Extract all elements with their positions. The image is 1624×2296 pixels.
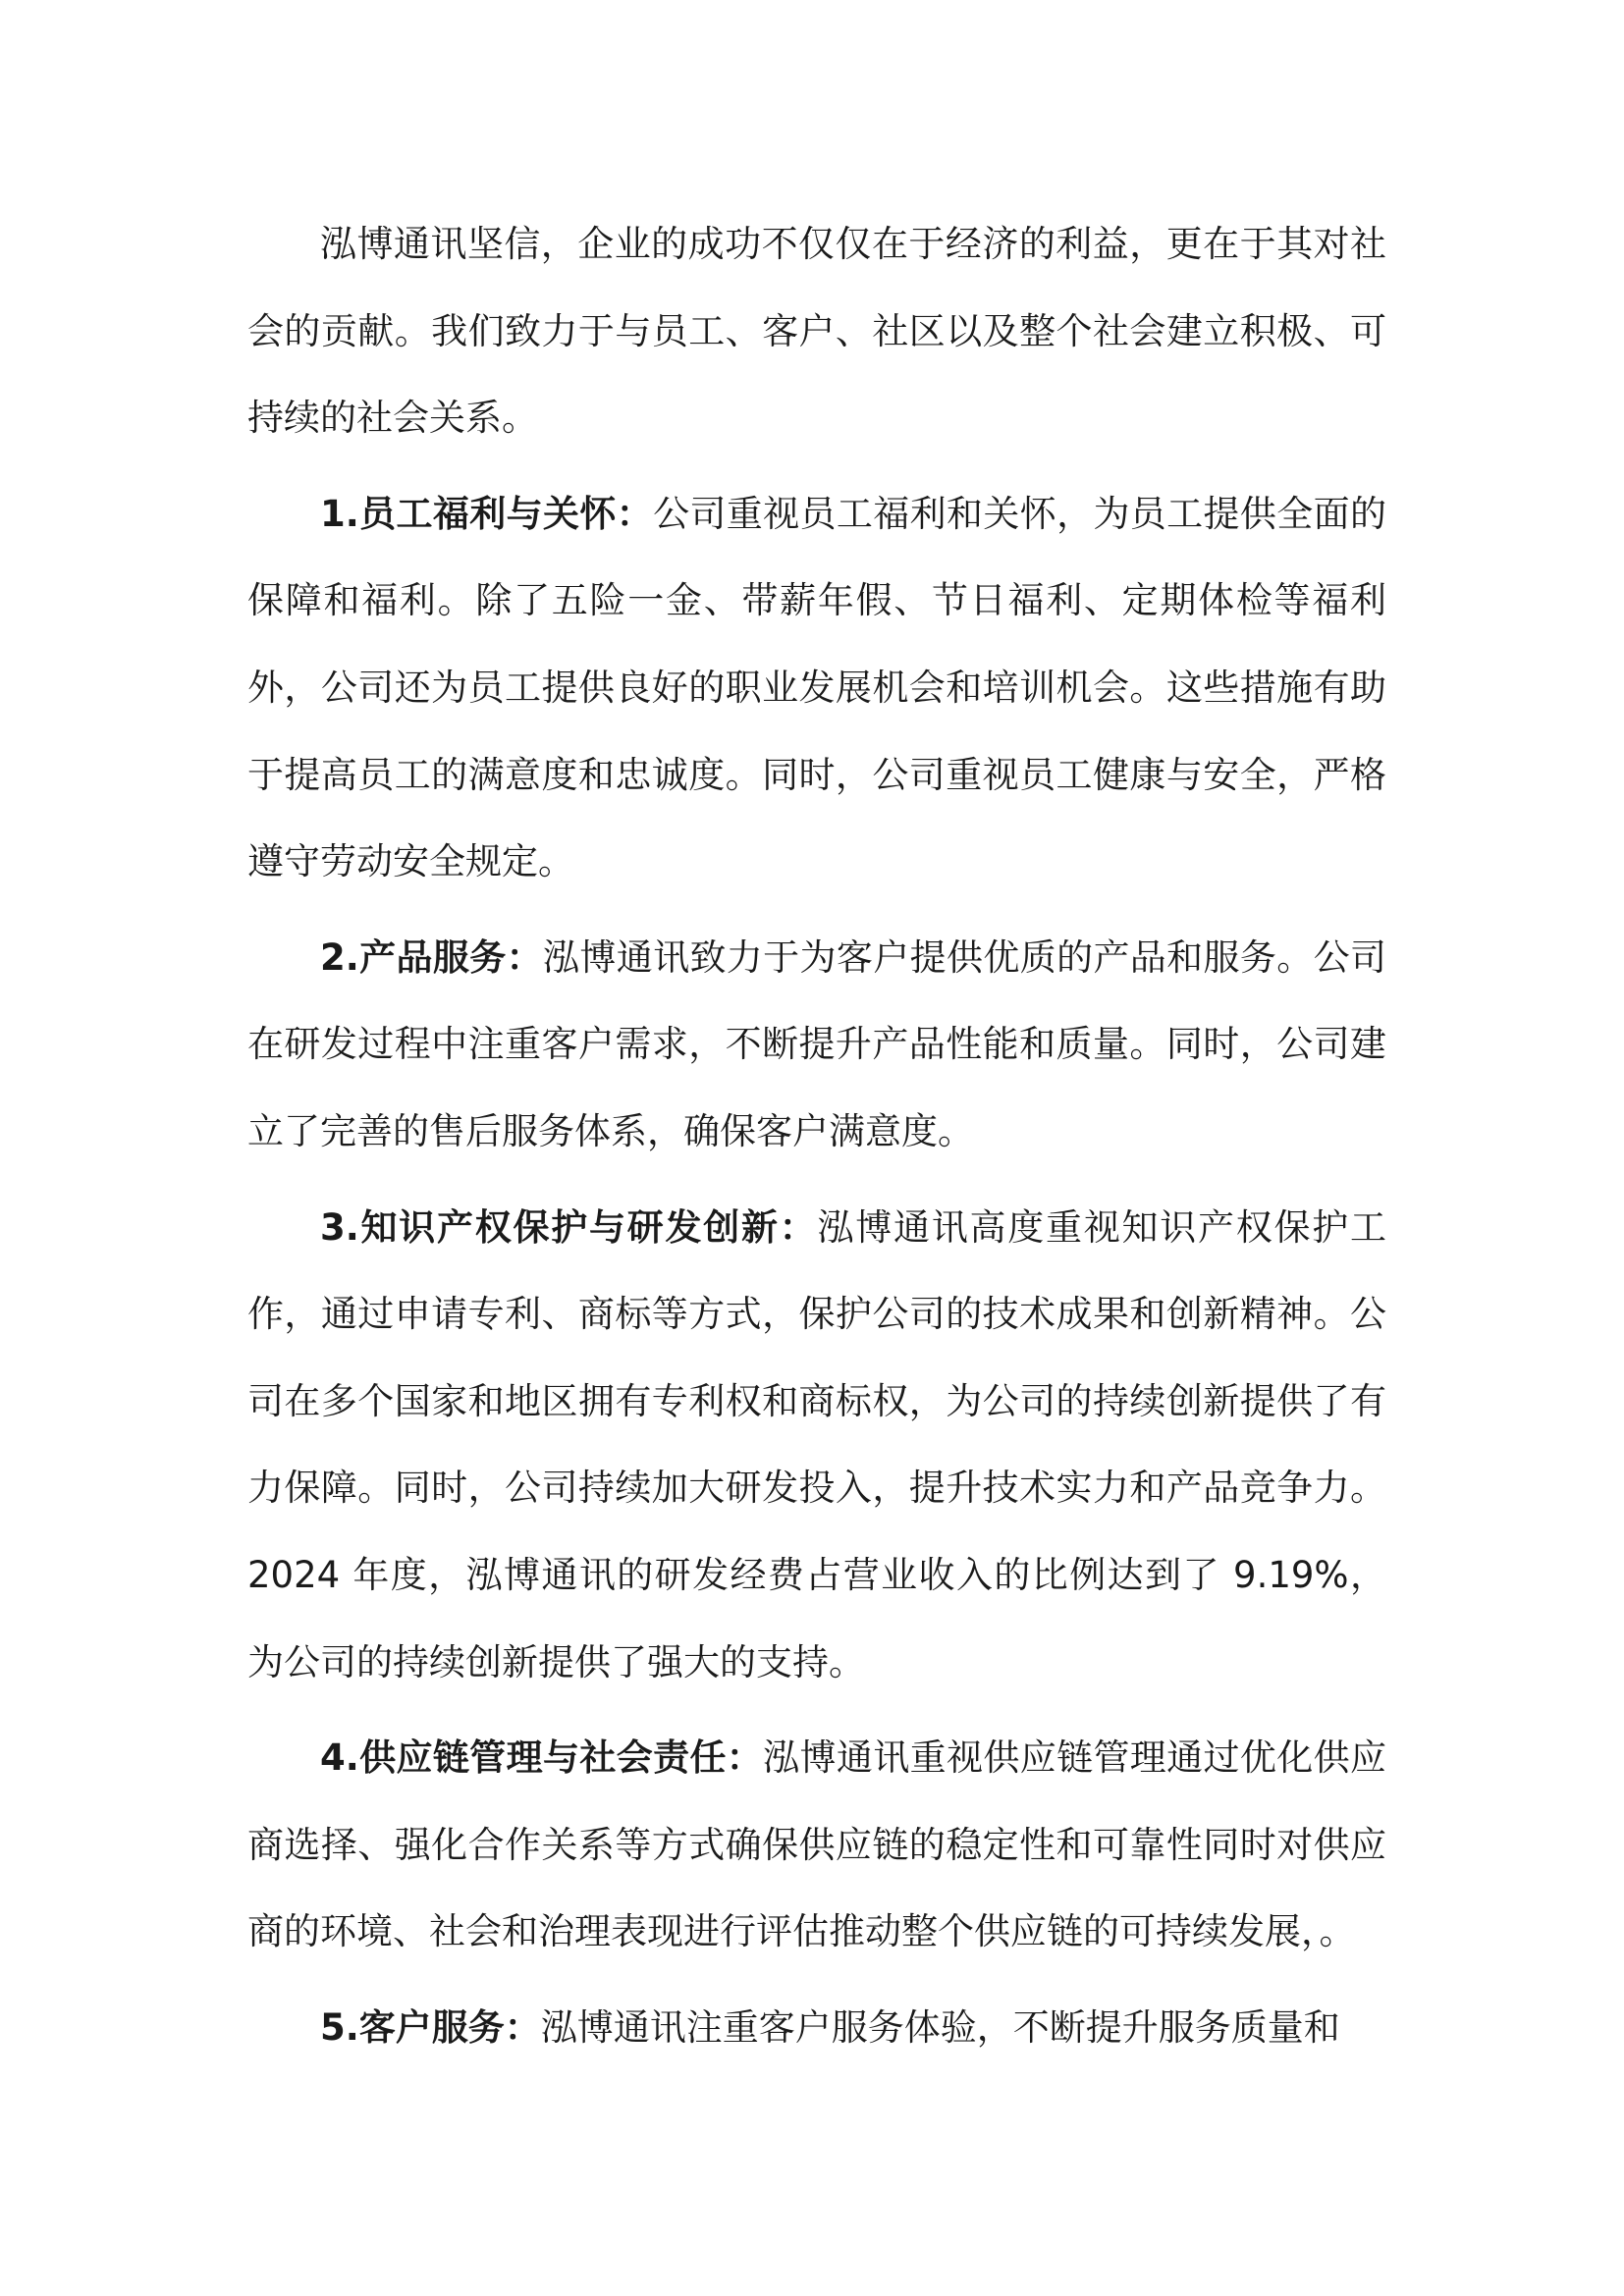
document-body: [247, 201, 1386, 2080]
paragraph-supply-chain: [247, 1715, 1386, 1976]
paragraph-intro: [247, 201, 1386, 462]
paragraph-heading: 4.供应链管理与社会责任：: [320, 1736, 764, 1780]
paragraph-employee-welfare: [247, 471, 1386, 906]
paragraph-heading: 1.员工福利与关怀：: [320, 492, 654, 535]
paragraph-text: 泓博通讯注重客户服务体验，不断提升服务质量和: [540, 2005, 1340, 2049]
paragraph-product-service: [247, 915, 1386, 1176]
paragraph-ip-rnd: [247, 1185, 1386, 1707]
paragraph-text: 泓博通讯高度重视知识产权保护工作，通过申请专利、商标等方式，保护公司的技术成果和创新精神。公司在多个国家和地区拥有专利权和商标权，为公司的持续创新提供了有力保障。同时，公司持续加大研发投入，提升技术实力和产品竞争力。2024 年度，泓博通讯的研发经费占营业收入的比例达到了 9.19%，为公司的持续创新提供了强大的支持。: [247, 1205, 1386, 1683]
paragraph-heading: 2.产品服务：: [320, 935, 543, 979]
paragraph-heading: 3.知识产权保护与研发创新：: [320, 1205, 818, 1249]
paragraph-text: 泓博通讯坚信，企业的成功不仅仅在于经济的利益，更在于其对社会的贡献。我们致力于与员工、客户、社区以及整个社会建立积极、可持续的社会关系。: [247, 223, 1386, 440]
paragraph-text: 泓博通讯致力于为客户提供优质的产品和服务。公司在研发过程中注重客户需求，不断提升产品性能和质量。同时，公司建立了完善的售后服务体系，确保客户满意度。: [247, 935, 1386, 1152]
paragraph-customer-service: [247, 1985, 1386, 2072]
paragraph-text: 公司重视员工福利和关怀，为员工提供全面的保障和福利。除了五险一金、带薪年假、节日福利、定期体检等福利外，公司还为员工提供良好的职业发展机会和培训机会。这些措施有助于提高员工的满意度和忠诚度。同时，公司重视员工健康与安全，严格遵守劳动安全规定。: [247, 492, 1386, 883]
paragraph-text: 泓博通讯重视供应链管理通过优化供应商选择、强化合作关系等方式确保供应链的稳定性和可靠性同时对供应商的环境、社会和治理表现进行评估推动整个供应链的可持续发展，。: [247, 1736, 1386, 1953]
paragraph-heading: 5.客户服务：: [320, 2005, 541, 2049]
